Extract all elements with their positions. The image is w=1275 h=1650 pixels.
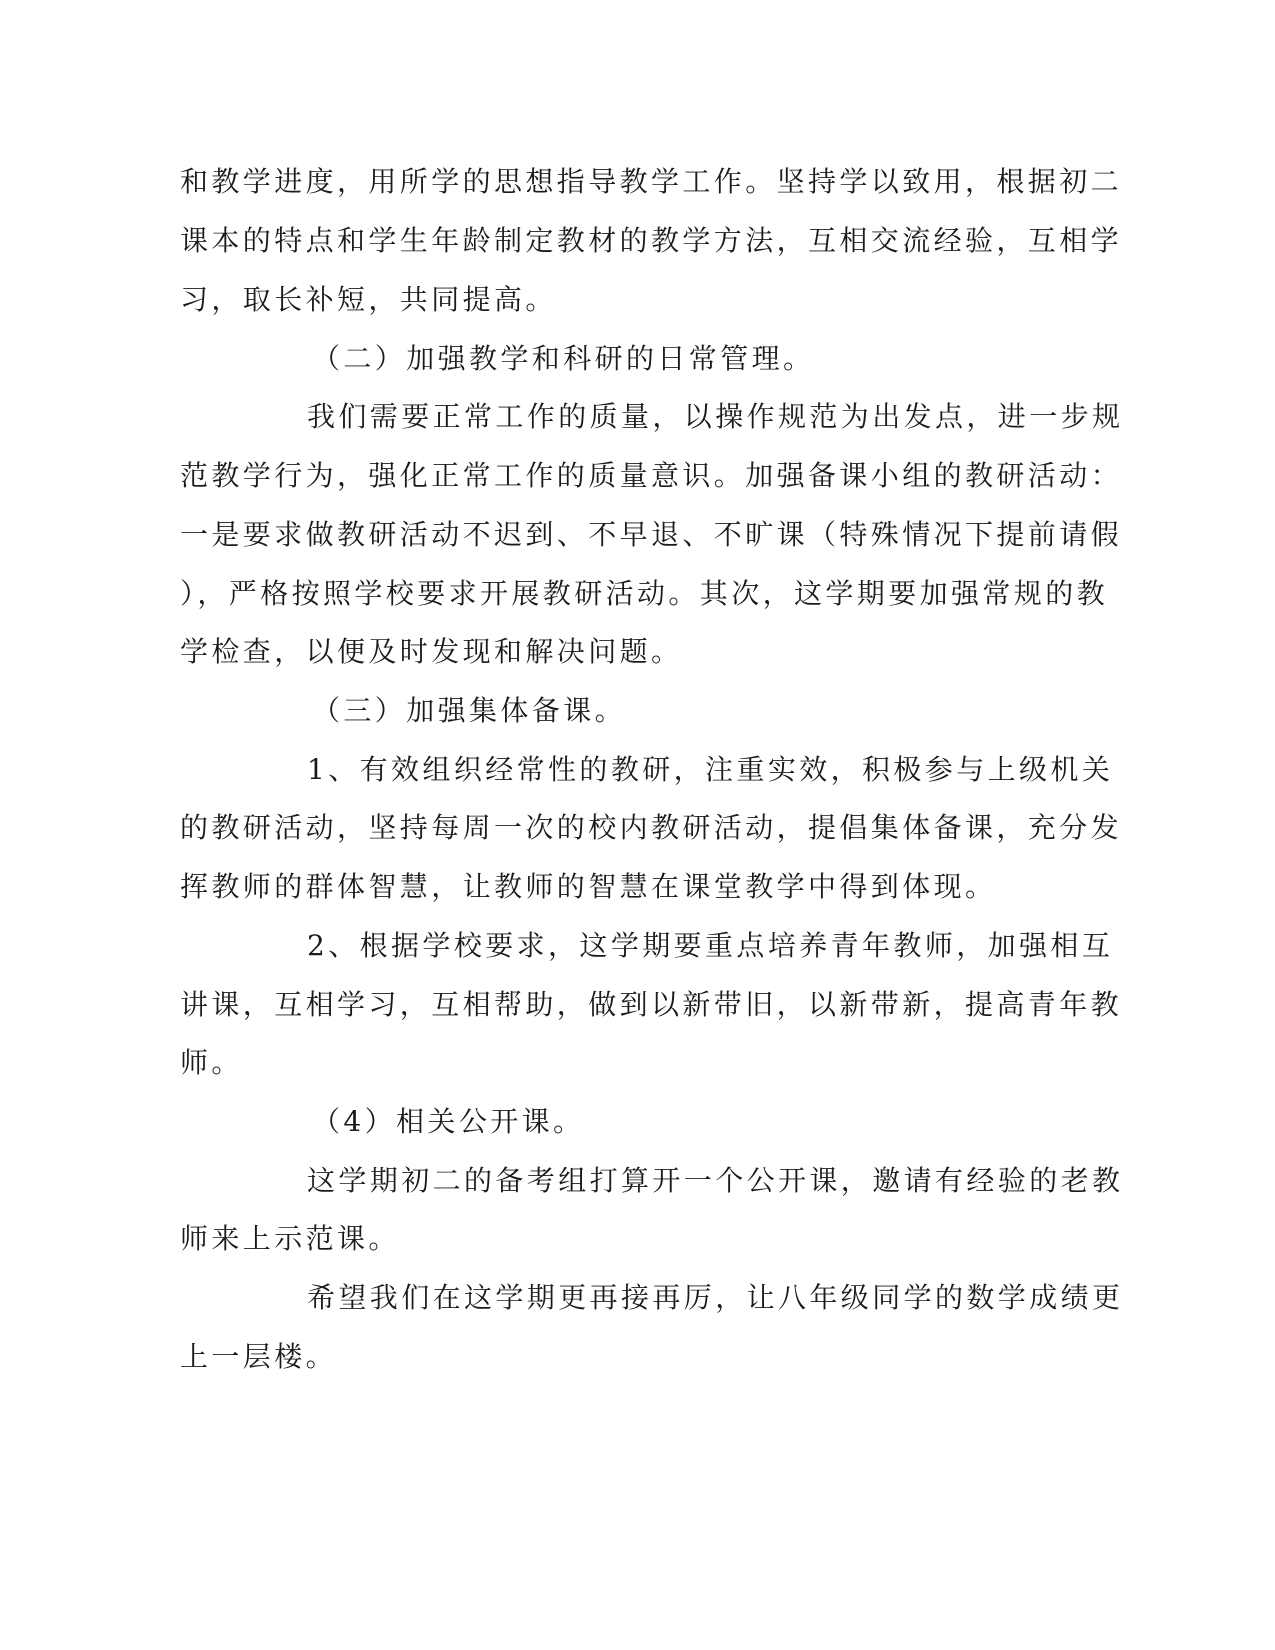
paragraph-line: 讲课，互相学习，互相帮助，做到以新带旧，以新带新，提高青年教 <box>180 988 1123 1021</box>
paragraph-line: ），严格按照学校要求开展教研活动。其次，这学期要加强常规的教 <box>180 577 1109 610</box>
section-heading: （4）相关公开课。 <box>312 1105 585 1138</box>
paragraph-line: 1、有效组织经常性的教研，注重实效，积极参与上级机关 <box>307 753 1114 786</box>
paragraph-line: 习，取长补短，共同提高。 <box>180 283 557 316</box>
paragraph-line: 范教学行为，强化正常工作的质量意识。加强备课小组的教研活动： <box>180 459 1123 492</box>
paragraph-line: 和教学进度，用所学的思想指导教学工作。坚持学以致用，根据初二 <box>180 165 1123 198</box>
section-heading: （二）加强教学和科研的日常管理。 <box>312 342 815 375</box>
paragraph-line: 课本的特点和学生年龄制定教材的教学方法，互相交流经验，互相学 <box>180 224 1123 257</box>
paragraph-line: 师来上示范课。 <box>180 1222 400 1255</box>
paragraph-line: 2、根据学校要求，这学期要重点培养青年教师，加强相互 <box>307 929 1114 962</box>
paragraph-line: 师。 <box>180 1046 243 1079</box>
paragraph-line: 的教研活动，坚持每周一次的校内教研活动，提倡集体备课，充分发 <box>180 811 1123 844</box>
paragraph-line: 这学期初二的备考组打算开一个公开课，邀请有经验的老教 <box>307 1164 1124 1197</box>
paragraph-line: 学检查，以便及时发现和解决问题。 <box>180 635 683 668</box>
section-heading: （三）加强集体备课。 <box>312 694 627 727</box>
paragraph-line: 一是要求做教研活动不迟到、不早退、不旷课（特殊情况下提前请假 <box>180 518 1123 551</box>
paragraph-line: 希望我们在这学期更再接再厉，让八年级同学的数学成绩更 <box>307 1281 1124 1314</box>
paragraph-line: 挥教师的群体智慧，让教师的智慧在课堂教学中得到体现。 <box>180 870 997 903</box>
paragraph-line: 上一层楼。 <box>180 1340 338 1373</box>
paragraph-line: 我们需要正常工作的质量，以操作规范为出发点，进一步规 <box>307 400 1124 433</box>
